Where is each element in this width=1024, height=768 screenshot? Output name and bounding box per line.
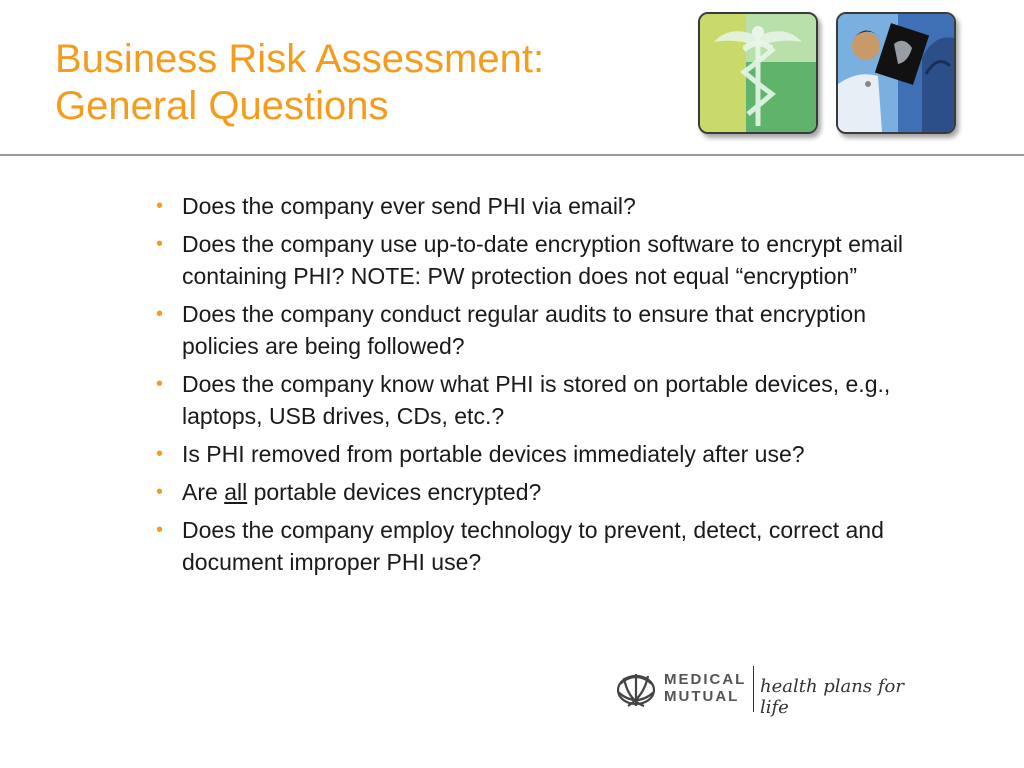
bullet-item xyxy=(156,476,916,508)
bullet-text: Does the company employ technology to prevent, detect, correct and document improper PHI use? xyxy=(182,517,884,575)
bullet-text: Does the company know what PHI is stored on portable devices, e.g., laptops, USB drives, CDs, etc.? xyxy=(182,371,891,429)
bullet-item xyxy=(156,228,916,292)
bullet-item xyxy=(156,298,916,362)
title-line-1: Business Risk Assessment: xyxy=(55,37,545,81)
logo-divider xyxy=(753,666,754,712)
bullet-item xyxy=(156,190,916,222)
bullet-item xyxy=(156,514,916,578)
bullet-marker: • xyxy=(156,481,164,503)
bullet-text: Does the company ever send PHI via email? xyxy=(182,193,636,219)
globe-ribbon-icon xyxy=(614,666,658,710)
bullet-list xyxy=(156,190,916,584)
title-line-2: General Questions xyxy=(55,84,389,128)
caduceus-icon xyxy=(698,12,818,134)
bullet-marker: • xyxy=(156,233,164,255)
bullet-text-post: portable devices encrypted? xyxy=(247,479,542,505)
logo-tagline: health plans for life xyxy=(760,676,904,718)
title-divider xyxy=(0,154,1024,156)
bullet-text-underlined: all xyxy=(224,479,248,505)
logo-mutual-text: MUTUAL xyxy=(664,688,740,705)
bullet-item xyxy=(156,368,916,432)
medical-mutual-logo xyxy=(614,662,929,716)
bullet-marker: • xyxy=(156,373,164,395)
bullet-text: Does the company conduct regular audits to ensure that encryption policies are being followed? xyxy=(182,301,867,359)
doctor-xray-icon xyxy=(836,12,956,134)
bullet-text: Does the company use up-to-date encryption software to encrypt email containing PHI? NOTE: PW protection does not equal “encryption” xyxy=(182,231,904,289)
bullet-item xyxy=(156,438,916,470)
bullet-marker: • xyxy=(156,195,164,217)
bullet-text: Is PHI removed from portable devices immediately after use? xyxy=(182,441,805,467)
bullet-text-pre: Are xyxy=(182,479,225,505)
bullet-marker: • xyxy=(156,443,164,465)
slide-title xyxy=(55,36,544,130)
logo-medical-text: MEDICAL xyxy=(664,671,747,688)
bullet-marker: • xyxy=(156,303,164,325)
bullet-marker: • xyxy=(156,519,164,541)
